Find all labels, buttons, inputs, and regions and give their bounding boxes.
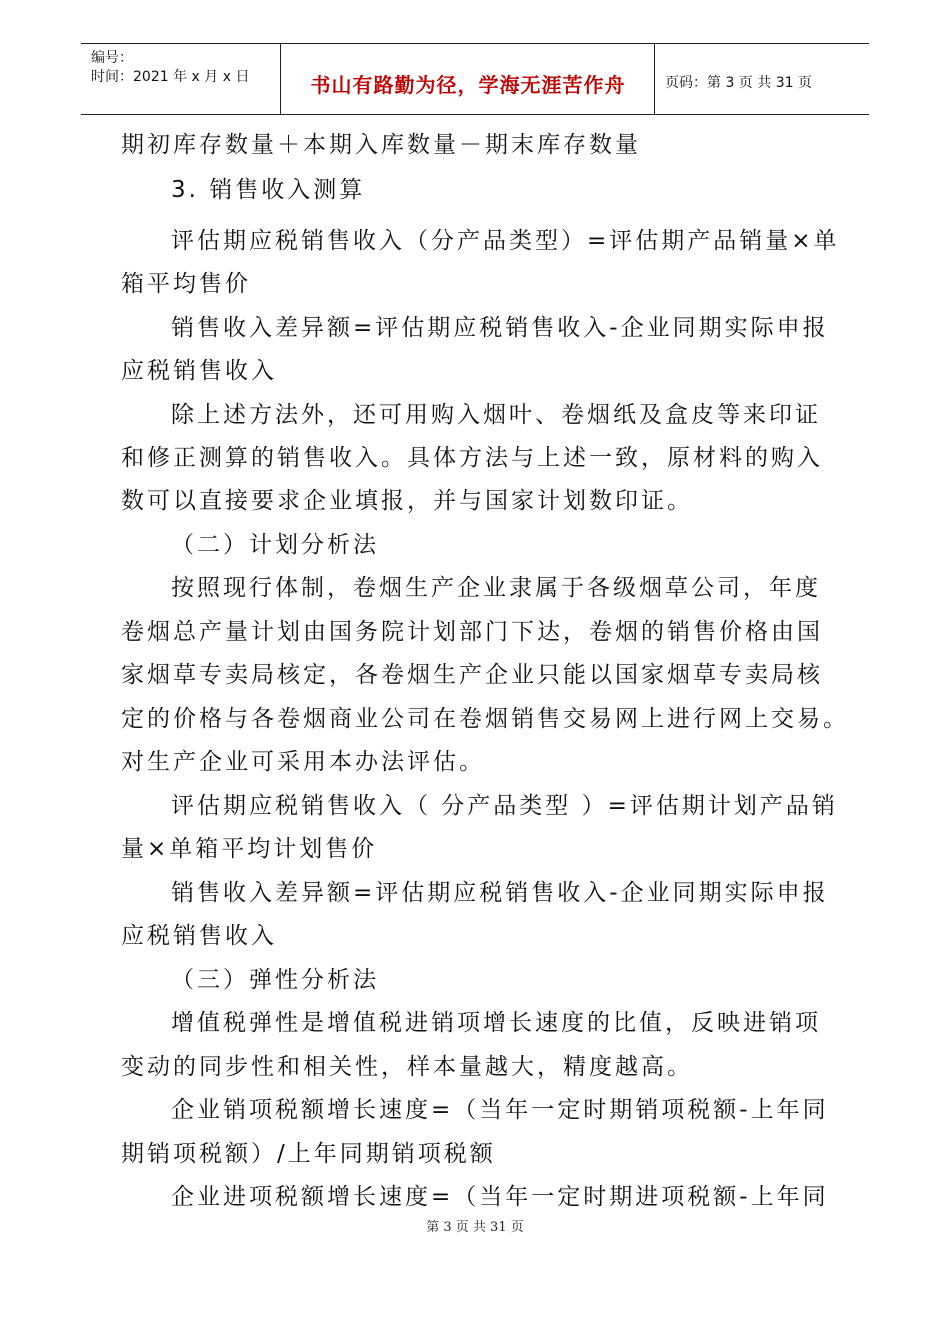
page-header bbox=[81, 43, 869, 115]
body-line: 企业进项税额增长速度=（当年一定时期进项税额-上年同 bbox=[171, 1184, 829, 1210]
body-line: 和修正测算的销售收入。具体方法与上述一致，原材料的购入 bbox=[121, 445, 823, 471]
header-motto: 书山有路勤为径，学海无涯苦作舟 bbox=[310, 73, 626, 97]
body-line: 箱平均售价 bbox=[121, 271, 251, 297]
body-line: 除上述方法外，还可用购入烟叶、卷烟纸及盒皮等来印证 bbox=[171, 402, 821, 428]
body-line: 评估期应税销售收入（ 分产品类型 ）=评估期计划产品销 bbox=[171, 793, 838, 819]
body-line: 按照现行体制，卷烟生产企业隶属于各级烟草公司，年度 bbox=[171, 575, 821, 601]
body-line: 期初库存数量＋本期入库数量－期末库存数量 bbox=[121, 132, 641, 158]
section-heading: （二）计划分析法 bbox=[171, 532, 379, 558]
body-line: 销售收入差异额=评估期应税销售收入-企业同期实际申报 bbox=[171, 880, 829, 906]
body-line: 变动的同步性和相关性，样本量越大，精度越高。 bbox=[121, 1054, 693, 1080]
body-line: 定的价格与各卷烟商业公司在卷烟销售交易网上进行网上交易。 bbox=[121, 706, 849, 732]
document-time: 时间：2021 年 x 月 x 日 bbox=[91, 69, 250, 85]
body-line: 量×单箱平均计划售价 bbox=[121, 836, 378, 862]
document-number-label: 编号： bbox=[91, 50, 133, 66]
body-line: 应税销售收入 bbox=[121, 923, 277, 949]
section-heading: （三）弹性分析法 bbox=[171, 967, 379, 993]
section-heading: 3. 销售收入测算 bbox=[171, 177, 366, 203]
header-page-cell bbox=[655, 44, 869, 114]
body-line: 卷烟总产量计划由国务院计划部门下达，卷烟的销售价格由国 bbox=[121, 619, 823, 645]
body-line: 期销项税额）/上年同期销项税额 bbox=[121, 1141, 496, 1167]
header-meta-cell bbox=[81, 44, 281, 114]
body-line: 评估期应税销售收入（分产品类型）=评估期产品销量×单 bbox=[171, 228, 840, 254]
body-line: 增值税弹性是增值税进销项增长速度的比值，反映进销项 bbox=[171, 1010, 821, 1036]
body-line: 应税销售收入 bbox=[121, 358, 277, 384]
header-motto-cell bbox=[281, 44, 655, 114]
body-line: 家烟草专卖局核定，各卷烟生产企业只能以国家烟草专卖局核 bbox=[121, 662, 823, 688]
page-footer: 第 3 页 共 31 页 bbox=[426, 1220, 524, 1235]
body-line: 销售收入差异额=评估期应税销售收入-企业同期实际申报 bbox=[171, 315, 829, 341]
body-line: 企业销项税额增长速度=（当年一定时期销项税额-上年同 bbox=[171, 1097, 829, 1123]
header-page-info: 页码：第 3 页 共 31 页 bbox=[665, 75, 812, 91]
body-line: 对生产企业可采用本办法评估。 bbox=[121, 749, 485, 775]
body-line: 数可以直接要求企业填报，并与国家计划数印证。 bbox=[121, 488, 693, 514]
